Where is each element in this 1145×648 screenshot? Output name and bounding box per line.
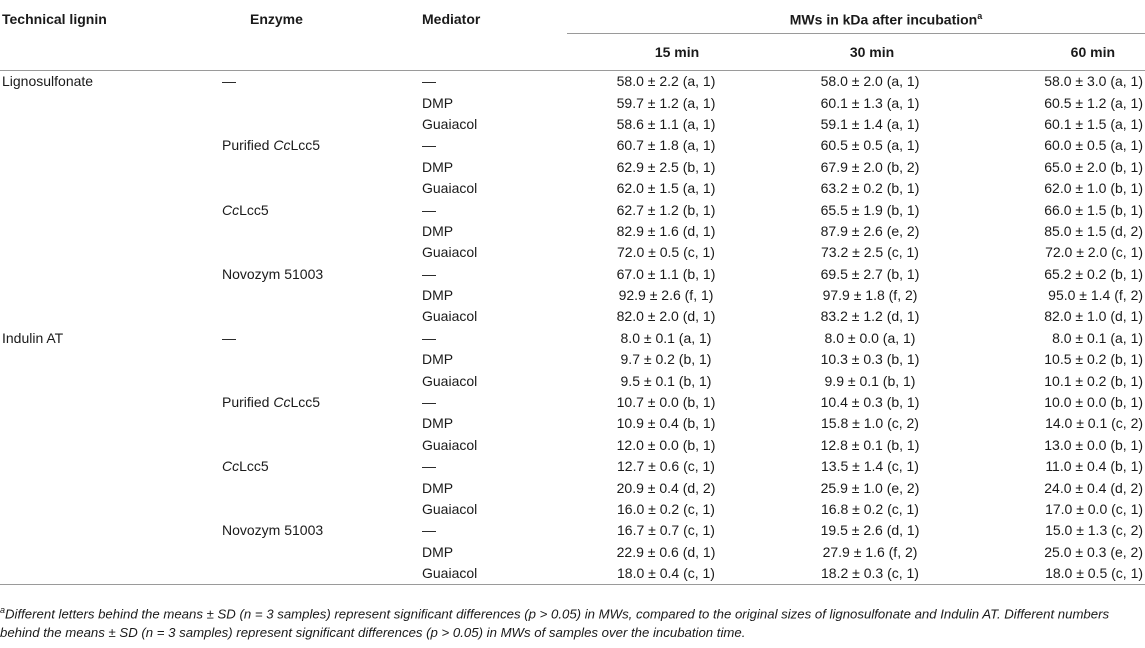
cell-mediator: —: [422, 201, 436, 218]
table-row: [0, 306, 1145, 327]
table-row: [0, 456, 1145, 477]
cell-technical-lignin: [0, 562, 222, 584]
cell-enzyme: —: [222, 73, 236, 90]
cell-enzyme: [222, 177, 422, 198]
table-row: [0, 349, 1145, 370]
cell-mw-15min: 10.9 ± 0.4 (b, 1): [616, 415, 716, 432]
cell-technical-lignin: [0, 199, 222, 220]
cell-enzyme: [222, 113, 422, 134]
table-row: [0, 242, 1145, 263]
cell-technical-lignin: [0, 370, 222, 391]
cell-mediator: —: [422, 137, 436, 154]
cell-mw-60min: 14.0 ± 0.1 (c, 2): [1045, 415, 1144, 432]
cell-mediator: DMP: [422, 479, 454, 496]
cell-mw-60min: 10.0 ± 0.0 (b, 1): [1044, 394, 1144, 411]
cell-technical-lignin: [0, 113, 222, 134]
cell-mw-60min: 65.0 ± 2.0 (b, 1): [1044, 158, 1144, 175]
cell-mw-60min: 25.0 ± 0.3 (e, 2): [1044, 543, 1144, 560]
cell-technical-lignin: Indulin AT: [2, 329, 64, 346]
cell-enzyme: [222, 284, 422, 305]
cell-enzyme: [222, 242, 422, 263]
cell-technical-lignin: [0, 391, 222, 412]
cell-mw-60min: 24.0 ± 0.4 (d, 2): [1044, 479, 1144, 496]
cell-enzyme: [222, 541, 422, 562]
cell-technical-lignin: [0, 220, 222, 241]
cell-mediator: Guaiacol: [422, 180, 478, 197]
cell-mw-60min: 66.0 ± 1.5 (b, 1): [1044, 201, 1144, 218]
cell-technical-lignin: [0, 477, 222, 498]
cell-mw-30min: 58.0 ± 2.0 (a, 1): [820, 73, 920, 90]
cell-enzyme: [222, 92, 422, 113]
header-mediator: Mediator: [422, 0, 567, 70]
cell-mw-30min: 12.8 ± 0.1 (b, 1): [820, 436, 920, 453]
cell-mediator: DMP: [422, 94, 454, 111]
cell-enzyme: [222, 434, 422, 455]
footnote-text: Different letters behind the means ± SD (n = 3 samples) represent significant differences (p > 0.05) in MWs, compared to the original sizes of lignosulfonate and Indulin AT. Different numbers behind the means ± SD (n = 3 samples) represent significant differences (p > 0.05) in MWs of samples over the incubation time.: [0, 606, 1110, 641]
cell-mw-15min: 82.9 ± 1.6 (d, 1): [616, 222, 716, 239]
cell-mw-30min: 87.9 ± 2.6 (e, 2): [820, 222, 920, 239]
cell-mediator: —: [422, 265, 436, 282]
cell-mw-60min: 65.2 ± 0.2 (b, 1): [1044, 265, 1144, 282]
cell-enzyme: [222, 370, 422, 391]
cell-mediator: DMP: [422, 158, 454, 175]
header-enzyme: Enzyme: [222, 0, 422, 70]
cell-mw-15min: 9.5 ± 0.1 (b, 1): [620, 372, 712, 389]
cell-technical-lignin: [0, 177, 222, 198]
cell-mw-15min: 62.9 ± 2.5 (b, 1): [616, 158, 716, 175]
cell-technical-lignin: [0, 498, 222, 519]
cell-technical-lignin: [0, 541, 222, 562]
cell-enzyme: [222, 498, 422, 519]
cell-mw-60min: 13.0 ± 0.0 (b, 1): [1044, 436, 1144, 453]
cell-mediator: Guaiacol: [422, 115, 478, 132]
cell-mw-15min: 12.0 ± 0.0 (b, 1): [616, 436, 716, 453]
cell-technical-lignin: [0, 263, 222, 284]
cell-technical-lignin: [0, 413, 222, 434]
cell-mediator: DMP: [422, 351, 454, 368]
header-technical-lignin: Technical lignin: [0, 0, 222, 70]
cell-technical-lignin: [0, 434, 222, 455]
header-mws: MWs in kDa after incubation$^a$: [567, 0, 1145, 33]
cell-mw-60min: 82.0 ± 1.0 (d, 1): [1044, 308, 1144, 325]
cell-mw-60min: 85.0 ± 1.5 (d, 2): [1044, 222, 1144, 239]
cell-mw-15min: 60.7 ± 1.8 (a, 1): [616, 137, 716, 154]
cell-mw-15min: 8.0 ± 0.1 (a, 1): [620, 329, 712, 346]
cell-mw-30min: 25.9 ± 1.0 (e, 2): [820, 479, 920, 496]
cell-mw-60min: 58.0 ± 3.0 (a, 1): [1044, 73, 1144, 90]
cell-technical-lignin: [0, 92, 222, 113]
cell-mw-15min: 9.7 ± 0.2 (b, 1): [620, 351, 712, 368]
cell-mw-15min: 59.7 ± 1.2 (a, 1): [616, 94, 716, 111]
cell-mw-30min: 60.5 ± 0.5 (a, 1): [820, 137, 920, 154]
cell-mw-30min: 60.1 ± 1.3 (a, 1): [820, 94, 920, 111]
table-body: [0, 70, 1145, 584]
cell-mw-30min: 73.2 ± 2.5 (c, 1): [821, 244, 919, 261]
cell-technical-lignin: [0, 135, 222, 156]
footnote-marker: a: [0, 605, 6, 615]
cell-mediator: Guaiacol: [422, 244, 478, 261]
cell-mw-30min: 8.0 ± 0.0 (a, 1): [824, 329, 916, 346]
header-time-15: 15 min: [567, 33, 757, 70]
cell-enzyme: [222, 413, 422, 434]
cell-mw-60min: 62.0 ± 1.0 (b, 1): [1044, 180, 1144, 197]
cell-mediator: —: [422, 522, 436, 539]
cell-mw-60min: 10.1 ± 0.2 (b, 1): [1044, 372, 1144, 389]
cell-enzyme: CcLcc5: [222, 458, 269, 475]
cell-technical-lignin: [0, 520, 222, 541]
cell-mediator: DMP: [422, 415, 454, 432]
table-row: [0, 284, 1145, 305]
cell-mw-60min: 60.1 ± 1.5 (a, 1): [1044, 115, 1144, 132]
table-row: [0, 156, 1145, 177]
cell-enzyme: [222, 156, 422, 177]
cell-technical-lignin: [0, 456, 222, 477]
table-row: [0, 220, 1145, 241]
cell-mw-15min: 82.0 ± 2.0 (d, 1): [616, 308, 716, 325]
cell-enzyme: Purified CcLcc5: [222, 137, 321, 154]
cell-enzyme: Purified CcLcc5: [222, 394, 321, 411]
cell-enzyme: [222, 477, 422, 498]
cell-mw-15min: 18.0 ± 0.4 (c, 1): [567, 562, 757, 584]
cell-enzyme: [222, 306, 422, 327]
cell-mw-30min: 59.1 ± 1.4 (a, 1): [820, 115, 920, 132]
cell-mw-30min: 9.9 ± 0.1 (b, 1): [824, 372, 916, 389]
table-row: [0, 113, 1145, 134]
cell-mw-30min: 83.2 ± 1.2 (d, 1): [820, 308, 920, 325]
cell-mw-15min: 22.9 ± 0.6 (d, 1): [616, 543, 716, 560]
cell-mw-30min: 27.9 ± 1.6 (f, 2): [822, 543, 918, 560]
cell-mw-60min: 10.5 ± 0.2 (b, 1): [1044, 351, 1144, 368]
cell-mw-15min: 92.9 ± 2.6 (f, 1): [618, 287, 714, 304]
cell-mw-30min: 16.8 ± 0.2 (c, 1): [821, 501, 919, 517]
table-row: [0, 498, 1145, 519]
cell-mw-15min: 58.6 ± 1.1 (a, 1): [616, 115, 716, 132]
table-row: [0, 92, 1145, 113]
cell-mw-30min: 67.9 ± 2.0 (b, 2): [820, 158, 920, 175]
cell-mw-30min: 63.2 ± 0.2 (b, 1): [820, 180, 920, 197]
cell-technical-lignin: [0, 284, 222, 305]
cell-mw-30min: 18.2 ± 0.3 (c, 1): [757, 562, 957, 584]
cell-mw-15min: 16.7 ± 0.7 (c, 1): [617, 522, 715, 539]
table-row: [0, 177, 1145, 198]
cell-technical-lignin: [0, 349, 222, 370]
table-row: [0, 477, 1145, 498]
table-row: [0, 263, 1145, 284]
cell-mw-15min: 58.0 ± 2.2 (a, 1): [616, 73, 716, 90]
table-row: [0, 135, 1145, 156]
cell-mw-15min: 12.7 ± 0.6 (c, 1): [617, 458, 715, 475]
cell-mw-15min: 62.7 ± 1.2 (b, 1): [616, 201, 716, 218]
cell-mw-15min: 10.7 ± 0.0 (b, 1): [616, 394, 716, 411]
cell-enzyme: [222, 349, 422, 370]
cell-mw-60min: 60.5 ± 1.2 (a, 1): [1044, 94, 1144, 111]
cell-mw-15min: 16.0 ± 0.2 (c, 1): [617, 501, 715, 517]
cell-mw-30min: 69.5 ± 2.7 (b, 1): [820, 265, 920, 282]
table-row: [0, 413, 1145, 434]
cell-technical-lignin: [0, 156, 222, 177]
cell-mediator: DMP: [422, 222, 454, 239]
table-row: [0, 520, 1145, 541]
cell-mw-60min: 17.0 ± 0.0 (c, 1): [1045, 501, 1144, 517]
cell-enzyme: —: [222, 329, 236, 346]
cell-mw-30min: 19.5 ± 2.6 (d, 1): [820, 522, 920, 539]
cell-mediator: DMP: [422, 287, 454, 304]
table-row: [0, 199, 1145, 220]
cell-mw-30min: 13.5 ± 1.4 (c, 1): [821, 458, 919, 475]
table-row: [0, 562, 1145, 584]
cell-mw-60min: 72.0 ± 2.0 (c, 1): [1045, 244, 1144, 261]
cell-mw-15min: 20.9 ± 0.4 (d, 2): [616, 479, 716, 496]
header-time-30: 30 min: [757, 33, 957, 70]
cell-mediator: Guaiacol: [422, 436, 478, 453]
cell-technical-lignin: [0, 242, 222, 263]
cell-mw-60min: 60.0 ± 0.5 (a, 1): [1044, 137, 1144, 154]
cell-mediator: Guaiacol: [422, 501, 478, 517]
cell-mw-30min: 65.5 ± 1.9 (b, 1): [820, 201, 920, 218]
cell-enzyme: Novozym 51003: [222, 522, 324, 539]
cell-mw-30min: 15.8 ± 1.0 (c, 2): [821, 415, 919, 432]
cell-mediator: DMP: [422, 543, 454, 560]
table-header: [0, 0, 1145, 70]
cell-mediator: Guaiacol: [422, 372, 478, 389]
cell-technical-lignin: [0, 306, 222, 327]
cell-enzyme: [222, 220, 422, 241]
table-row: [0, 370, 1145, 391]
table-footnote: [0, 601, 1142, 642]
cell-mediator: Guaiacol: [422, 308, 478, 325]
cell-mw-30min: 10.4 ± 0.3 (b, 1): [820, 394, 920, 411]
table-row: [0, 327, 1145, 348]
cell-enzyme: CcLcc5: [222, 201, 269, 218]
cell-mw-15min: 62.0 ± 1.5 (a, 1): [616, 180, 716, 197]
table-row: [0, 391, 1145, 412]
cell-mw-15min: 67.0 ± 1.1 (b, 1): [616, 265, 716, 282]
cell-mw-60min: 8.0 ± 0.1 (a, 1): [1052, 329, 1144, 346]
cell-mediator: —: [422, 73, 436, 90]
cell-enzyme: Novozym 51003: [222, 265, 324, 282]
cell-mw-15min: 72.0 ± 0.5 (c, 1): [617, 244, 715, 261]
cell-mw-60min: 95.0 ± 1.4 (f, 2): [1048, 287, 1144, 304]
cell-enzyme: [222, 562, 422, 584]
cell-mw-60min: 15.0 ± 1.3 (c, 2): [1045, 522, 1144, 539]
table-row: [0, 70, 1145, 92]
cell-mediator: Guaiacol: [422, 562, 567, 584]
cell-mediator: —: [422, 394, 436, 411]
table-row: [0, 434, 1145, 455]
cell-mw-60min: 18.0 ± 0.5 (c, 1): [957, 562, 1145, 584]
cell-mw-60min: 11.0 ± 0.4 (b, 1): [1045, 458, 1144, 475]
cell-mw-30min: 10.3 ± 0.3 (b, 1): [820, 351, 920, 368]
cell-mw-30min: 97.9 ± 1.8 (f, 2): [822, 287, 918, 304]
header-time-60: 60 min: [957, 33, 1145, 70]
cell-technical-lignin: Lignosulfonate: [2, 73, 94, 90]
cell-mediator: —: [422, 458, 436, 475]
cell-mediator: —: [422, 329, 436, 346]
table-row: [0, 541, 1145, 562]
